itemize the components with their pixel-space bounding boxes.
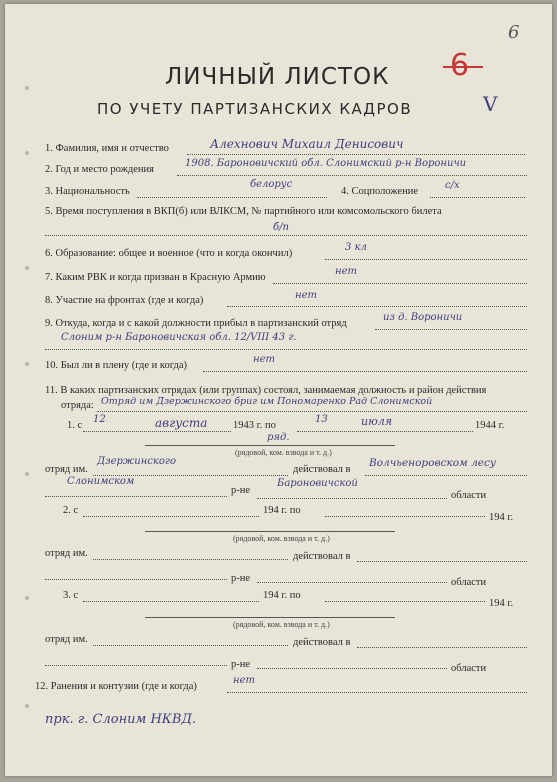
field-4-underline [430, 197, 525, 198]
period-1-rank-line [145, 445, 395, 446]
period-1-year-from: 1943 г. по [233, 420, 276, 431]
binder-hole [25, 472, 29, 476]
period-2-acted-line [357, 561, 527, 562]
period-2-rayon-label: р-не [231, 573, 251, 584]
field-3-label: 3. Национальность [45, 186, 130, 197]
field-4-value: с/х [445, 180, 460, 191]
binder-hole [25, 362, 29, 366]
field-8-underline [227, 306, 527, 307]
period-1-date-line-2 [297, 431, 473, 432]
period-3-acted-label: действовал в [293, 637, 351, 648]
period-1-day: 12 [93, 414, 106, 425]
binder-hole [25, 266, 29, 270]
field-12-value: нет [233, 675, 255, 686]
period-3-oblast-line [257, 668, 447, 669]
binder-hole [25, 596, 29, 600]
field-2-value: 1908. Бароновичский обл. Слонимский р-н Вороничи [185, 158, 467, 169]
binder-hole [25, 151, 29, 155]
period-2-oblast-label: области [451, 577, 487, 588]
period-2-rank-line [145, 531, 395, 532]
field-4-label: 4. Соцположение [341, 186, 419, 197]
period-3-acted-line [357, 647, 527, 648]
period-1-to-day: 13 [315, 414, 328, 425]
period-2-oblast-line [257, 582, 447, 583]
period-3-date-line-2 [325, 601, 485, 602]
field-11-label-cont: отряда: [61, 400, 94, 411]
field-9-value-line2: Слоним р-н Бароновичская обл. 12/VIII 43 г. [61, 332, 297, 343]
field-1-underline [187, 154, 525, 155]
red-pencil-number: 6 [450, 48, 470, 83]
period-1-acted-label: действовал в [293, 464, 351, 475]
period-2-date-line [83, 516, 259, 517]
period-1-rank-note: (рядовой, ком. взвода и т. д.) [235, 448, 332, 457]
field-9-underline-2 [45, 349, 527, 350]
field-12-label: 12. Ранения и контузии (где и когда) [35, 681, 197, 692]
field-3-value: белорус [250, 179, 293, 190]
period-2-year-from: 194 г. по [263, 505, 301, 516]
field-9-value: из д. Вороничи [383, 312, 463, 323]
period-3-date-line [83, 601, 259, 602]
period-3-year-to: 194 г. [489, 598, 514, 609]
field-6-label: 6. Образование: общее и военное (что и когда окончил) [45, 248, 293, 259]
period-2-rayon-line [45, 579, 227, 580]
corner-page-number: 6 [508, 22, 520, 43]
period-3-unit-label: отряд им. [45, 634, 88, 645]
field-2-underline [177, 175, 527, 176]
period-1-oblast-label: области [451, 490, 487, 501]
field-10-underline [203, 371, 527, 372]
field-5-underline [45, 235, 527, 236]
field-7-value: нет [335, 266, 357, 277]
field-3-underline [137, 197, 327, 198]
period-3-rank-note: (рядовой, ком. взвода и т. д.) [233, 620, 330, 629]
period-1-rayon-label: р-не [231, 485, 251, 496]
period-1-from-label: 1. с [67, 420, 83, 431]
page-title: ЛИЧНЫЙ ЛИСТОК [165, 64, 390, 90]
period-3-from-label: 3. с [63, 590, 79, 601]
field-10-value: нет [253, 354, 275, 365]
field-6-underline [325, 259, 527, 260]
period-1-oblast-line [257, 498, 447, 499]
period-1-oblast-value: Бароновичской [277, 478, 358, 489]
period-2-rank-note: (рядовой, ком. взвода и т. д.) [233, 534, 330, 543]
field-2-label: 2. Год и место рождения [45, 164, 154, 175]
binder-hole [25, 86, 29, 90]
period-1-to-month: июля [361, 415, 393, 428]
footer-handwritten-note: прк. г. Слоним НКВД. [45, 712, 197, 727]
period-3-unit-line [93, 645, 288, 646]
period-3-rayon-line [45, 665, 227, 666]
period-1-rayon-line [45, 496, 227, 497]
document-sheet [5, 4, 552, 776]
period-2-date-line-2 [325, 516, 485, 517]
field-6-value: 3 кл [345, 242, 367, 253]
field-8-value: нет [295, 290, 317, 301]
field-5-value: б/п [273, 222, 289, 233]
period-1-unit-value: Дзержинского [97, 456, 176, 467]
period-1-rayon-value: Слонимском [67, 476, 135, 487]
field-9-underline [375, 329, 527, 330]
field-11-label: 11. В каких партизанских отрядах (или группах) состоял, занимаемая должность и район действия [45, 385, 487, 396]
period-1-acted-value: Волчьеноровском лесу [369, 457, 496, 469]
period-1-date-line [83, 431, 231, 432]
period-1-unit-label: отряд им. [45, 464, 88, 475]
period-2-unit-line [93, 559, 288, 560]
period-3-oblast-label: области [451, 663, 487, 674]
period-2-unit-label: отряд им. [45, 548, 88, 559]
field-8-label: 8. Участие на фронтах (где и когда) [45, 295, 204, 306]
field-11-underline [97, 411, 527, 412]
field-5-label: 5. Время поступления в ВКП(б) или ВЛКСМ, № партийного или комсомольского билета [45, 206, 442, 217]
period-1-rank-value: ряд. [267, 432, 290, 443]
period-2-acted-label: действовал в [293, 551, 351, 562]
red-pencil-stroke [443, 66, 483, 68]
field-10-label: 10. Был ли в плену (где и когда) [45, 360, 188, 371]
period-2-year-to: 194 г. [489, 512, 514, 523]
check-mark: V [483, 92, 498, 116]
field-12-underline [227, 692, 527, 693]
field-11-value: Отряд им Дзержинского бриг им Пономаренко Рад Слонимской [101, 396, 433, 407]
field-7-underline [273, 283, 527, 284]
period-3-year-from: 194 г. по [263, 590, 301, 601]
field-7-label: 7. Каким РВК и когда призван в Красную Армию [45, 272, 266, 283]
field-1-label: 1. Фамилия, имя и отчество [45, 143, 169, 154]
field-1-value: Алехнович Михаил Денисович [210, 137, 404, 151]
period-1-year-to: 1944 г. [475, 420, 505, 431]
period-1-month: августа [155, 416, 208, 430]
binder-hole [25, 704, 29, 708]
period-3-rank-line [145, 617, 395, 618]
field-9-label: 9. Откуда, когда и с какой должности прибыл в партизанский отряд [45, 318, 347, 329]
period-3-rayon-label: р-не [231, 659, 251, 670]
period-2-from-label: 2. с [63, 505, 79, 516]
period-1-acted-line [365, 475, 527, 476]
page-subtitle: ПО УЧЕТУ ПАРТИЗАНСКИХ КАДРОВ [97, 100, 413, 118]
